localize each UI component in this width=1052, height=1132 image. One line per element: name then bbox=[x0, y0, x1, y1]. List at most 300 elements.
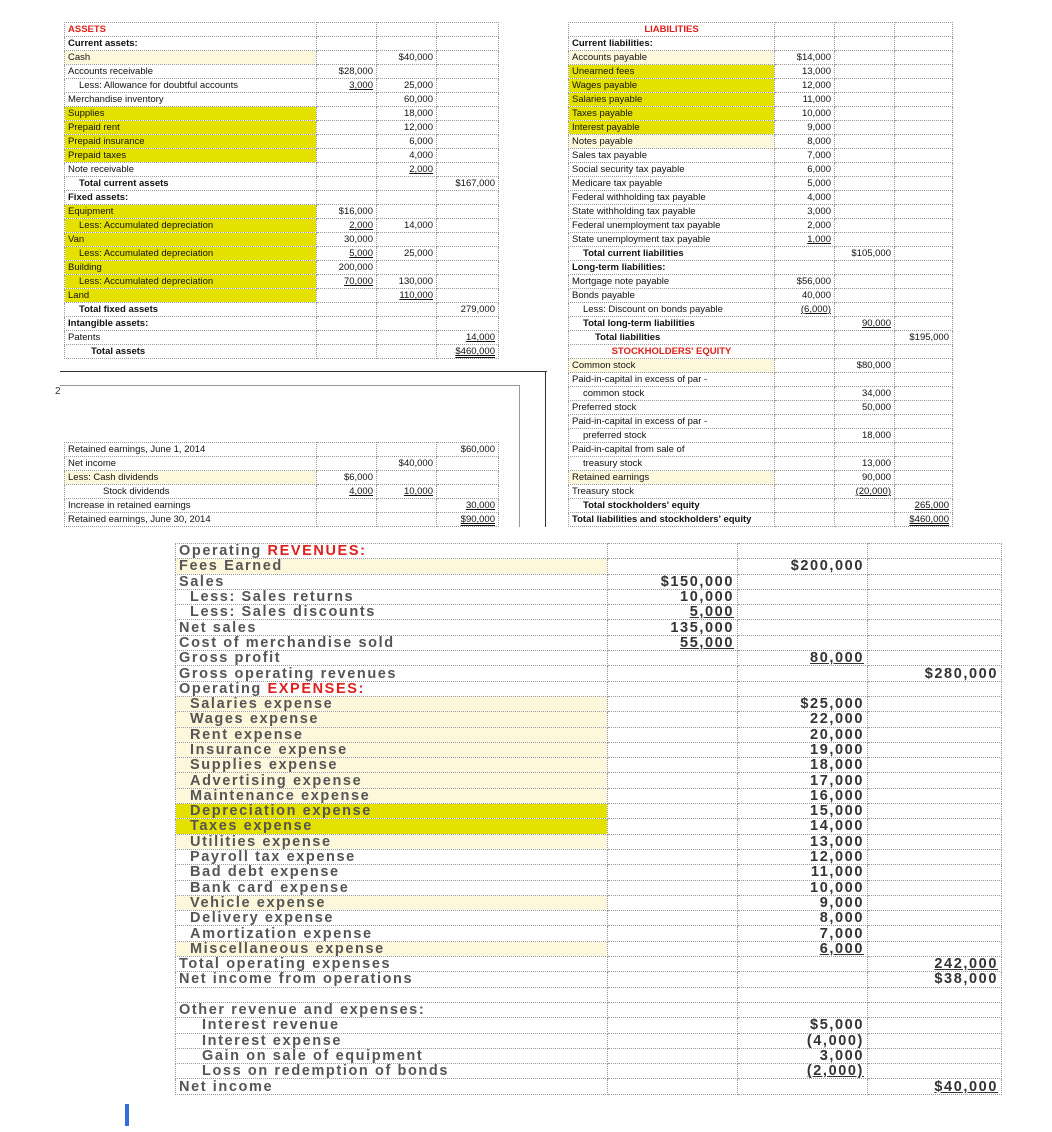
amount-cell bbox=[835, 289, 895, 303]
table-row bbox=[569, 373, 953, 387]
amount-cell: 55,000 bbox=[608, 635, 738, 650]
row-label: Maintenance expense bbox=[176, 788, 608, 803]
amount-cell bbox=[868, 941, 1002, 956]
amount-cell: 8,000 bbox=[775, 135, 835, 149]
row-label: Sales bbox=[176, 574, 608, 589]
amount-cell: 18,000 bbox=[738, 758, 868, 773]
amount-cell bbox=[377, 233, 437, 247]
amount-cell: 200,000 bbox=[317, 261, 377, 275]
row-label: Delivery expense bbox=[176, 911, 608, 926]
amount-cell bbox=[608, 666, 738, 681]
amount-cell: 9,000 bbox=[775, 121, 835, 135]
amount-cell bbox=[608, 712, 738, 727]
amount-cell bbox=[437, 205, 499, 219]
amount-cell bbox=[738, 1079, 868, 1094]
table-row bbox=[65, 177, 499, 191]
row-label: Social security tax payable bbox=[569, 163, 775, 177]
table-row bbox=[569, 121, 953, 135]
amount-cell: 12,000 bbox=[377, 121, 437, 135]
amount-cell bbox=[317, 345, 377, 359]
row-label: Federal unemployment tax payable bbox=[569, 219, 775, 233]
table-row bbox=[569, 429, 953, 443]
amount-cell bbox=[317, 149, 377, 163]
table-row bbox=[65, 37, 499, 51]
row-label: Total current assets bbox=[65, 177, 317, 191]
amount-cell bbox=[738, 957, 868, 972]
table-row bbox=[176, 1002, 1002, 1017]
amount-cell: 7,000 bbox=[775, 149, 835, 163]
row-label: common stock bbox=[569, 387, 775, 401]
table-row bbox=[176, 544, 1002, 559]
row-label: Total current liabilities bbox=[569, 247, 775, 261]
amount-cell bbox=[835, 205, 895, 219]
amount-cell: 1,000 bbox=[775, 233, 835, 247]
amount-cell: 110,000 bbox=[377, 289, 437, 303]
row-label: Mortgage note payable bbox=[569, 275, 775, 289]
amount-cell: $40,000 bbox=[868, 1079, 1002, 1094]
amount-cell: $60,000 bbox=[437, 443, 499, 457]
row-label: Equipment bbox=[65, 205, 317, 219]
amount-cell: $25,000 bbox=[738, 696, 868, 711]
amount-cell: 242,000 bbox=[868, 957, 1002, 972]
amount-cell bbox=[868, 834, 1002, 849]
table-row bbox=[569, 177, 953, 191]
amount-cell bbox=[608, 544, 738, 559]
section-title: LIABILITIES bbox=[569, 23, 775, 37]
row-label: Retained earnings, June 1, 2014 bbox=[65, 443, 317, 457]
amount-cell bbox=[775, 499, 835, 513]
row-label: Current assets: bbox=[65, 37, 317, 51]
table-row bbox=[176, 819, 1002, 834]
amount-cell bbox=[317, 317, 377, 331]
row-label: Accounts receivable bbox=[65, 65, 317, 79]
amount-cell: 13,000 bbox=[835, 457, 895, 471]
row-label: Less: Cash dividends bbox=[65, 471, 317, 485]
row-label: Retained earnings, June 30, 2014 bbox=[65, 513, 317, 527]
row-label: Sales tax payable bbox=[569, 149, 775, 163]
row-label: Total operating expenses bbox=[176, 957, 608, 972]
row-label: treasury stock bbox=[569, 457, 775, 471]
text-cursor bbox=[125, 1104, 129, 1126]
table-row bbox=[569, 345, 953, 359]
amount-cell bbox=[868, 911, 1002, 926]
table-row bbox=[176, 651, 1002, 666]
amount-cell: 279,000 bbox=[437, 303, 499, 317]
amount-cell bbox=[835, 177, 895, 191]
amount-cell bbox=[608, 651, 738, 666]
table-row bbox=[176, 1064, 1002, 1079]
amount-cell bbox=[608, 1079, 738, 1094]
amount-cell bbox=[317, 289, 377, 303]
amount-cell bbox=[895, 359, 953, 373]
amount-cell bbox=[835, 373, 895, 387]
amount-cell: 17,000 bbox=[738, 773, 868, 788]
table-row bbox=[176, 834, 1002, 849]
amount-cell bbox=[835, 135, 895, 149]
amount-cell bbox=[377, 205, 437, 219]
amount-cell bbox=[895, 191, 953, 205]
amount-cell: 60,000 bbox=[377, 93, 437, 107]
row-label: Total long-term liabilities bbox=[569, 317, 775, 331]
amount-cell bbox=[608, 804, 738, 819]
table-row bbox=[176, 742, 1002, 757]
row-label: Supplies expense bbox=[176, 758, 608, 773]
amount-cell: 6,000 bbox=[775, 163, 835, 177]
amount-cell: 18,000 bbox=[835, 429, 895, 443]
amount-cell bbox=[608, 1048, 738, 1063]
row-label: Net income from operations bbox=[176, 972, 608, 987]
table-row bbox=[569, 149, 953, 163]
amount-cell bbox=[437, 135, 499, 149]
row-label: Less: Allowance for doubtful accounts bbox=[65, 79, 317, 93]
row-label: Net income bbox=[65, 457, 317, 471]
row-label: Bad debt expense bbox=[176, 865, 608, 880]
row-label: Less: Accumulated depreciation bbox=[65, 275, 317, 289]
table-row bbox=[569, 443, 953, 457]
amount-cell bbox=[738, 635, 868, 650]
amount-cell bbox=[775, 513, 835, 527]
row-label: Loss on redemption of bonds bbox=[176, 1064, 608, 1079]
row-label: Medicare tax payable bbox=[569, 177, 775, 191]
amount-cell bbox=[835, 513, 895, 527]
amount-cell: $90,000 bbox=[437, 513, 499, 527]
row-label: Less: Accumulated depreciation bbox=[65, 247, 317, 261]
table-row bbox=[65, 345, 499, 359]
amount-cell bbox=[868, 895, 1002, 910]
row-label: Taxes payable bbox=[569, 107, 775, 121]
amount-cell bbox=[895, 303, 953, 317]
table-row bbox=[176, 681, 1002, 696]
amount-cell bbox=[835, 345, 895, 359]
amount-cell bbox=[835, 191, 895, 205]
table-row bbox=[569, 387, 953, 401]
amount-cell bbox=[738, 620, 868, 635]
amount-cell: 14,000 bbox=[377, 219, 437, 233]
amount-cell bbox=[608, 895, 738, 910]
table-row bbox=[65, 51, 499, 65]
amount-cell bbox=[608, 1002, 738, 1017]
amount-cell bbox=[835, 163, 895, 177]
amount-cell bbox=[895, 443, 953, 457]
table-row bbox=[176, 849, 1002, 864]
row-label: Stock dividends bbox=[65, 485, 317, 499]
amount-cell bbox=[895, 471, 953, 485]
table-row bbox=[65, 149, 499, 163]
amount-cell bbox=[895, 485, 953, 499]
row-label: Wages payable bbox=[569, 79, 775, 93]
amount-cell bbox=[868, 880, 1002, 895]
amount-cell bbox=[317, 513, 377, 527]
row-label: Less: Accumulated depreciation bbox=[65, 219, 317, 233]
table-title-row bbox=[65, 23, 499, 37]
row-label: STOCKHOLDERS' EQUITY bbox=[569, 345, 775, 359]
amount-cell bbox=[608, 972, 738, 987]
table-row bbox=[176, 987, 1002, 1002]
amount-cell bbox=[868, 620, 1002, 635]
row-label: Paid-in-capital from sale of bbox=[569, 443, 775, 457]
table-row bbox=[569, 51, 953, 65]
amount-cell: $28,000 bbox=[317, 65, 377, 79]
amount-cell: 2,000 bbox=[317, 219, 377, 233]
table-row bbox=[176, 911, 1002, 926]
amount-cell bbox=[895, 37, 953, 51]
row-label: Increase in retained earnings bbox=[65, 499, 317, 513]
amount-cell bbox=[775, 373, 835, 387]
table-row bbox=[65, 485, 499, 499]
amount-cell bbox=[835, 261, 895, 275]
amount-cell: 30,000 bbox=[317, 233, 377, 247]
amount-cell bbox=[317, 37, 377, 51]
amount-cell: $5,000 bbox=[738, 1018, 868, 1033]
amount-cell: 16,000 bbox=[738, 788, 868, 803]
amount-cell bbox=[835, 107, 895, 121]
amount-cell bbox=[868, 544, 1002, 559]
amount-cell bbox=[317, 303, 377, 317]
table-row bbox=[65, 65, 499, 79]
table-row bbox=[176, 635, 1002, 650]
table-row bbox=[65, 205, 499, 219]
amount-cell bbox=[608, 987, 738, 1002]
row-label: Current liabilities: bbox=[569, 37, 775, 51]
amount-cell: 265,000 bbox=[895, 499, 953, 513]
amount-cell bbox=[775, 485, 835, 499]
liabilities-table bbox=[568, 22, 953, 527]
amount-cell bbox=[868, 681, 1002, 696]
table-row bbox=[569, 471, 953, 485]
table-row bbox=[176, 727, 1002, 742]
amount-cell: 5,000 bbox=[317, 247, 377, 261]
amount-cell bbox=[377, 331, 437, 345]
amount-cell: 12,000 bbox=[775, 79, 835, 93]
row-label: Gross profit bbox=[176, 651, 608, 666]
amount-cell: 12,000 bbox=[738, 849, 868, 864]
amount-cell: 70,000 bbox=[317, 275, 377, 289]
amount-cell bbox=[608, 1033, 738, 1048]
amount-cell bbox=[738, 972, 868, 987]
amount-cell: $80,000 bbox=[835, 359, 895, 373]
row-label: Less: Sales returns bbox=[176, 589, 608, 604]
row-label: Gain on sale of equipment bbox=[176, 1048, 608, 1063]
row-label: Gross operating revenues bbox=[176, 666, 608, 681]
row-label: Interest expense bbox=[176, 1033, 608, 1048]
amount-cell: 13,000 bbox=[738, 834, 868, 849]
assets-table bbox=[64, 22, 499, 359]
amount-cell bbox=[317, 331, 377, 345]
amount-cell bbox=[835, 331, 895, 345]
table-row bbox=[65, 121, 499, 135]
amount-cell bbox=[608, 926, 738, 941]
amount-cell: 15,000 bbox=[738, 804, 868, 819]
amount-cell bbox=[437, 163, 499, 177]
amount-cell bbox=[317, 177, 377, 191]
amount-cell: 6,000 bbox=[738, 941, 868, 956]
amount-cell: 10,000 bbox=[775, 107, 835, 121]
amount-cell bbox=[835, 219, 895, 233]
row-label: Prepaid rent bbox=[65, 121, 317, 135]
amount-cell bbox=[738, 681, 868, 696]
row-label: Fixed assets: bbox=[65, 191, 317, 205]
table-row bbox=[176, 773, 1002, 788]
row-label: Intangible assets: bbox=[65, 317, 317, 331]
table-row bbox=[65, 247, 499, 261]
row-label: Prepaid taxes bbox=[65, 149, 317, 163]
table-row bbox=[569, 317, 953, 331]
amount-cell: 90,000 bbox=[835, 317, 895, 331]
amount-cell bbox=[317, 51, 377, 65]
table-row bbox=[176, 1048, 1002, 1063]
row-label: Total stockholders' equity bbox=[569, 499, 775, 513]
amount-cell bbox=[377, 443, 437, 457]
amount-cell bbox=[868, 1048, 1002, 1063]
amount-cell bbox=[437, 65, 499, 79]
amount-cell bbox=[317, 457, 377, 471]
amount-cell: 5,000 bbox=[608, 605, 738, 620]
section-title: ASSETS bbox=[65, 23, 317, 37]
amount-cell: 4,000 bbox=[317, 485, 377, 499]
amount-cell bbox=[835, 121, 895, 135]
table-row bbox=[176, 941, 1002, 956]
table-row bbox=[176, 574, 1002, 589]
amount-cell bbox=[608, 880, 738, 895]
amount-cell: $40,000 bbox=[377, 51, 437, 65]
amount-cell bbox=[868, 788, 1002, 803]
row-label: Paid-in-capital in excess of par - bbox=[569, 373, 775, 387]
amount-cell bbox=[868, 773, 1002, 788]
amount-cell bbox=[895, 121, 953, 135]
table-row bbox=[65, 317, 499, 331]
stray-glyph: 2 bbox=[55, 386, 61, 397]
table-row bbox=[176, 1079, 1002, 1094]
table-row bbox=[569, 107, 953, 121]
table-row bbox=[65, 303, 499, 317]
table-row bbox=[176, 758, 1002, 773]
row-label: Retained earnings bbox=[569, 471, 775, 485]
amount-cell bbox=[895, 51, 953, 65]
amount-cell bbox=[835, 65, 895, 79]
amount-cell bbox=[868, 651, 1002, 666]
amount-cell bbox=[317, 191, 377, 205]
amount-cell bbox=[868, 1064, 1002, 1079]
amount-cell: $56,000 bbox=[775, 275, 835, 289]
table-row bbox=[176, 620, 1002, 635]
amount-cell bbox=[437, 233, 499, 247]
amount-cell bbox=[608, 727, 738, 742]
table-row bbox=[176, 880, 1002, 895]
divider-line bbox=[519, 385, 520, 527]
amount-cell bbox=[437, 93, 499, 107]
amount-cell bbox=[317, 121, 377, 135]
amount-cell bbox=[317, 107, 377, 121]
table-row bbox=[176, 957, 1002, 972]
amount-cell bbox=[868, 987, 1002, 1002]
amount-cell: 6,000 bbox=[377, 135, 437, 149]
divider-line bbox=[545, 371, 546, 527]
row-label: Cost of merchandise sold bbox=[176, 635, 608, 650]
row-label: Operating REVENUES: bbox=[176, 544, 608, 559]
amount-cell bbox=[895, 149, 953, 163]
amount-cell bbox=[895, 177, 953, 191]
table-row bbox=[569, 457, 953, 471]
amount-cell bbox=[317, 135, 377, 149]
row-label: State withholding tax payable bbox=[569, 205, 775, 219]
amount-cell: 22,000 bbox=[738, 712, 868, 727]
amount-cell: 30,000 bbox=[437, 499, 499, 513]
table-row bbox=[65, 107, 499, 121]
amount-cell bbox=[895, 429, 953, 443]
amount-cell: 80,000 bbox=[738, 651, 868, 666]
amount-cell: 50,000 bbox=[835, 401, 895, 415]
amount-cell bbox=[868, 804, 1002, 819]
amount-cell bbox=[835, 443, 895, 457]
retained-earnings-table bbox=[64, 442, 499, 527]
row-label: Utilities expense bbox=[176, 834, 608, 849]
amount-cell bbox=[895, 163, 953, 177]
amount-cell bbox=[437, 457, 499, 471]
amount-cell bbox=[895, 373, 953, 387]
amount-cell bbox=[775, 359, 835, 373]
amount-cell: 9,000 bbox=[738, 895, 868, 910]
row-label: Preferred stock bbox=[569, 401, 775, 415]
amount-cell bbox=[377, 513, 437, 527]
amount-cell: $14,000 bbox=[775, 51, 835, 65]
amount-cell bbox=[738, 666, 868, 681]
amount-cell bbox=[895, 415, 953, 429]
amount-cell bbox=[317, 93, 377, 107]
table-row bbox=[65, 163, 499, 177]
table-row bbox=[65, 93, 499, 107]
amount-cell bbox=[608, 758, 738, 773]
amount-cell bbox=[895, 401, 953, 415]
amount-cell bbox=[895, 247, 953, 261]
row-label: Miscellaneous expense bbox=[176, 941, 608, 956]
row-label: Supplies bbox=[65, 107, 317, 121]
amount-cell bbox=[895, 93, 953, 107]
amount-cell bbox=[868, 559, 1002, 574]
row-label: Total assets bbox=[65, 345, 317, 359]
amount-cell: 3,000 bbox=[317, 79, 377, 93]
row-label: Common stock bbox=[569, 359, 775, 373]
amount-cell bbox=[437, 261, 499, 275]
row-label: Total liabilities and stockholders' equity bbox=[569, 513, 775, 527]
table-row bbox=[65, 219, 499, 233]
row-label: Building bbox=[65, 261, 317, 275]
amount-cell: 20,000 bbox=[738, 727, 868, 742]
amount-cell bbox=[377, 317, 437, 331]
amount-cell bbox=[608, 849, 738, 864]
amount-cell bbox=[895, 107, 953, 121]
amount-cell bbox=[608, 1064, 738, 1079]
amount-cell bbox=[608, 957, 738, 972]
amount-cell bbox=[775, 247, 835, 261]
income-statement-table bbox=[175, 543, 1002, 1095]
amount-cell bbox=[738, 987, 868, 1002]
amount-cell bbox=[738, 544, 868, 559]
amount-cell bbox=[895, 135, 953, 149]
amount-cell: $16,000 bbox=[317, 205, 377, 219]
amount-cell: 10,000 bbox=[738, 880, 868, 895]
divider-line bbox=[60, 371, 547, 372]
amount-cell bbox=[775, 345, 835, 359]
amount-cell: 40,000 bbox=[775, 289, 835, 303]
amount-cell bbox=[437, 219, 499, 233]
table-row bbox=[65, 457, 499, 471]
table-row bbox=[65, 233, 499, 247]
amount-cell bbox=[437, 275, 499, 289]
row-label: Payroll tax expense bbox=[176, 849, 608, 864]
row-label: Merchandise inventory bbox=[65, 93, 317, 107]
amount-cell bbox=[775, 37, 835, 51]
row-label: Long-term liabilities: bbox=[569, 261, 775, 275]
